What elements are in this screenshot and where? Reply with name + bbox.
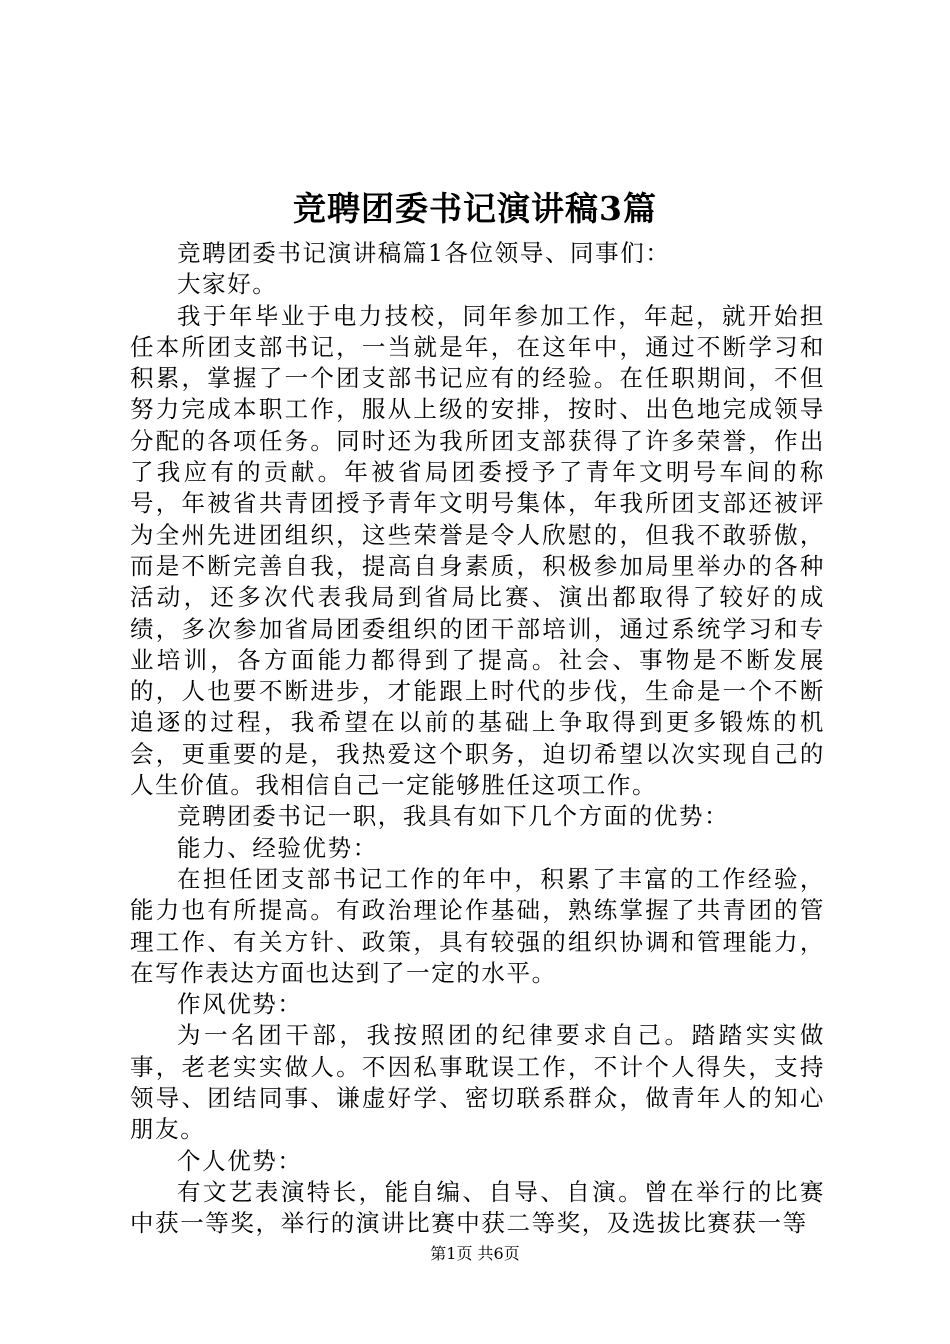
paragraph: 个人优势： (177, 1146, 303, 1175)
paragraph: 有文艺表演特长，能自编、自导、自演。曾在举行的比赛中获一等奖，举行的演讲比赛中获二等奖，及选拔比赛获一等 (130, 1177, 825, 1238)
paragraph: 竞聘团委书记演讲稿篇1各位领导、同事们： (177, 239, 671, 267)
document-title: 竞聘团委书记演讲稿3篇 (293, 189, 657, 228)
document-body (130, 238, 825, 1240)
page-footer: 第1页 共6页 (430, 1244, 520, 1263)
paragraph: 大家好。 (177, 270, 278, 299)
paragraph: 在担任团支部书记工作的年中，积累了丰富的工作经验，能力也有所提高。有政治理论作基础，熟练掌握了共青团的管理工作、有关方针、政策，具有较强的组织协调和管理能力，在写作表达方面也达到了一定的水平。 (130, 864, 825, 987)
paragraph: 为一名团干部，我按照团的纪律要求自己。踏踏实实做事，老老实实做人。不因私事耽误工作，不计个人得失，支持领导、团结同事、谦虚好学、密切联系群众，做青年人的知心朋友。 (130, 1021, 825, 1144)
paragraph: 能力、经验优势： (177, 833, 378, 862)
paragraph: 竞聘团委书记一职，我具有如下几个方面的优势： (177, 802, 730, 831)
paragraph: 我于年毕业于电力技校，同年参加工作，年起，就开始担任本所团支部书记，一当就是年，在这年中，通过不断学习和积累，掌握了一个团支部书记应有的经验。在任职期间，不但努力完成本职工作，服从上级的安排，按时、出色地完成领导分配的各项任务。同时还为我所团支部获得了许多荣誉，作出了我应有的贡献。年被省局团委授予了青年文明号车间的称号，年被省共青团授予青年文明号集体，年我所团支部还被评为全州先进团组织，这些荣誉是令人欣慰的，但我不敢骄傲，而是不断完善自我，提高自身素质，积极参加局里举办的各种活动，还多次代表我局到省局比赛、演出都取得了较好的成绩，多次参加省局团委组织的团干部培训，通过系统学习和专业培训，各方面能力都得到了提高。社会、事物是不断发展的，人也要不断进步，才能跟上时代的步伐，生命是一个不断追逐的过程，我希望在以前的基础上争取得到更多锻炼的机会，更重要的是，我热爱这个职务，迫切希望以次实现自己的人生价值。我相信自己一定能够胜任这项工作。 (130, 301, 825, 800)
paragraph: 作风优势： (177, 990, 303, 1019)
